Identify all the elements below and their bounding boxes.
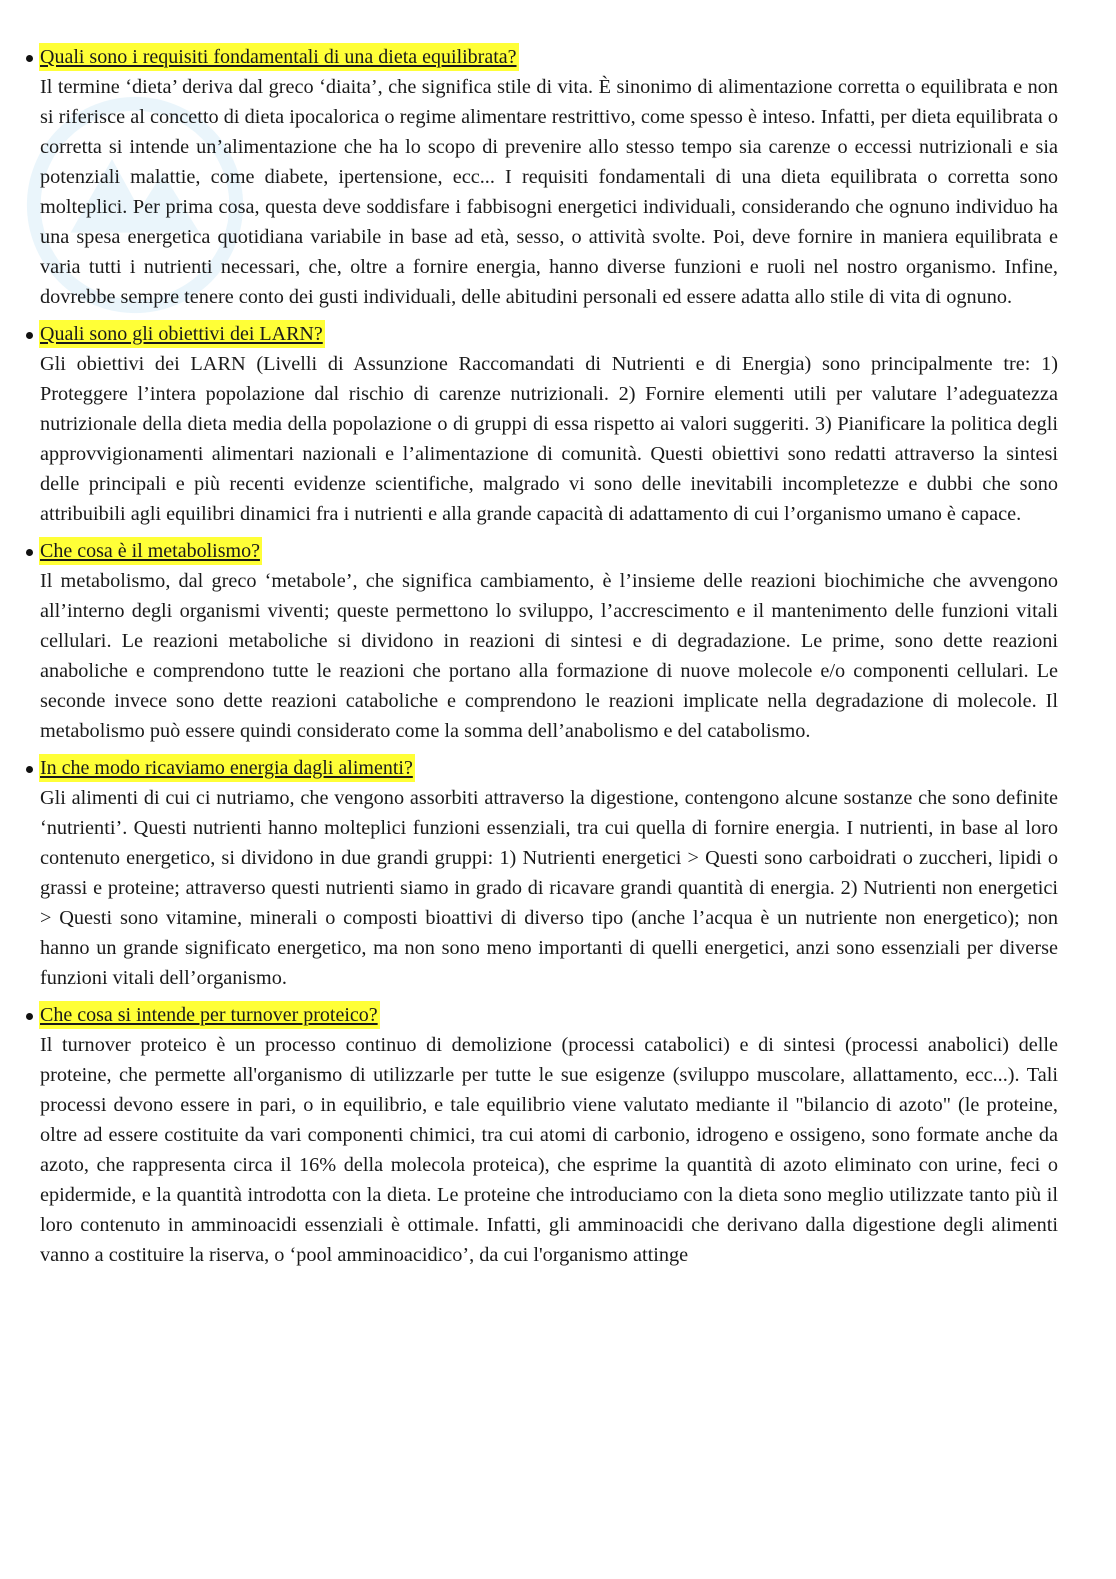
bullet-icon bbox=[26, 549, 33, 556]
qa-section bbox=[0, 1000, 1116, 1270]
answer-paragraph: Il termine ‘dieta’ deriva dal greco ‘diaita’, che significa stile di vita. È sinonimo di alimentazione corretta o equilibrata e non si riferisce al concetto di dieta ipocalorica o regime alimentare restrittivo, come spesso è inteso. Infatti, per dieta equilibrata o corretta si intende un’alimentazione che ha lo scopo di prevenire allo stesso tempo sia carenze o eccessi nutrizionali e sia potenziali malattie, come diabete, ipertensione, ecc... I requisiti fondamentali di una dieta equilibrata o corretta sono molteplici. Per prima cosa, questa deve soddisfare i fabbisogni energetici individuali, considerando che ognuno individuo ha una spesa energetica quotidiana variabile in base ad età, sesso, o attività svolte. Poi, deve fornire in maniera equilibrata e varia tutti i nutrienti necessari, che, oltre a fornire energia, hanno diverse funzioni e ruoli nel nostro organismo. Infine, dovrebbe sempre tenere conto dei gusti individuali, delle abitudini personali ed essere adatta allo stile di vita di ognuno. bbox=[40, 76, 1058, 308]
question-text: Che cosa si intende per turnover proteico? bbox=[39, 1001, 380, 1029]
bullet-icon bbox=[26, 1013, 33, 1020]
question-heading bbox=[26, 753, 1116, 783]
question-text: In che modo ricaviamo energia dagli alimenti? bbox=[39, 754, 415, 782]
document-page bbox=[0, 42, 1116, 1277]
answer-paragraph: Gli alimenti di cui ci nutriamo, che vengono assorbiti attraverso la digestione, contengono alcune sostanze che sono definite ‘nutrienti’. Questi nutrienti hanno molteplici funzioni essenziali, tra cui quella di fornire energia. I nutrienti, in base al loro contenuto energetico, si dividono in due grandi gruppi: 1) Nutrienti energetici > Questi sono carboidrati o zuccheri, lipidi o grassi e proteine; attraverso questi nutrienti siamo in grado di ricavare grandi quantità di energia. 2) Nutrienti non energetici > Questi sono vitamine, minerali o composti bioattivi di diverso tipo (anche l’acqua è un nutriente non energetico); non hanno un grande significato energetico, ma non sono meno importanti di quelli energetici, anzi sono essenziali per diverse funzioni vitali dell’organismo. bbox=[40, 787, 1058, 989]
qa-section bbox=[0, 536, 1116, 746]
qa-section bbox=[0, 42, 1116, 312]
answer-paragraph: Il turnover proteico è un processo continuo di demolizione (processi catabolici) e di sintesi (processi anabolici) delle proteine, che permette all'organismo di utilizzarle per tutte le sue esigenze (sviluppo muscolare, allattamento, ecc...). Tali processi devono essere in pari, o in equilibrio, e tale equilibrio viene valutato mediante il "bilancio di azoto" (le proteine, oltre ad essere costituite da vari componenti chimici, tra cui atomi di carbonio, idrogeno e ossigeno, sono formate anche da azoto, che rappresenta circa il 16% della molecola proteica), che esprime la quantità di azoto eliminato con urine, feci o epidermide, e la quantità introdotta con la dieta. Le proteine che introduciamo con la dieta sono meglio utilizzate tanto più il loro contenuto in amminoacidi essenziali è ottimale. Infatti, gli amminoacidi che derivano dalla digestione degli alimenti vanno a costituire la riserva, o ‘pool amminoacidico’, da cui l'organismo attinge bbox=[40, 1034, 1058, 1266]
bullet-icon bbox=[26, 332, 33, 339]
question-heading bbox=[26, 1000, 1116, 1030]
qa-section bbox=[0, 319, 1116, 529]
bullet-icon bbox=[26, 766, 33, 773]
bullet-icon bbox=[26, 55, 33, 62]
answer-paragraph: Gli obiettivi dei LARN (Livelli di Assunzione Raccomandati di Nutrienti e di Energia) sono principalmente tre: 1) Proteggere l’intera popolazione dal rischio di carenze nutrizionali. 2) Fornire elementi utili per valutare l’adeguatezza nutrizionale della dieta media della popolazione o di gruppi di essa rispetto ai valori suggeriti. 3) Pianificare la politica degli approvvigionamenti alimentari nazionali e l’alimentazione di comunità. Questi obiettivi sono redatti attraverso la sintesi delle principali e più recenti evidenze scientifiche, malgrado vi sono delle inevitabili incompletezze e dubbi che sono attribuibili agli equilibri dinamici fra i nutrienti e alla grande capacità di adattamento di cui l’organismo umano è capace. bbox=[40, 353, 1058, 525]
question-heading bbox=[26, 536, 1116, 566]
question-heading bbox=[26, 319, 1116, 349]
question-text: Quali sono i requisiti fondamentali di una dieta equilibrata? bbox=[39, 43, 519, 71]
question-text: Che cosa è il metabolismo? bbox=[39, 537, 262, 565]
qa-section bbox=[0, 753, 1116, 993]
answer-paragraph: Il metabolismo, dal greco ‘metabole’, che significa cambiamento, è l’insieme delle reazioni biochimiche che avvengono all’interno degli organismi viventi; queste permettono lo sviluppo, l’accrescimento e il mantenimento delle funzioni vitali cellulari. Le reazioni metaboliche si dividono in reazioni di sintesi e di degradazione. Le prime, sono dette reazioni anaboliche e comprendono tutte le reazioni che portano alla formazione di nuove molecole e/o componenti cellulari. Le seconde invece sono dette reazioni cataboliche e comprendono le reazioni implicate nella degradazione di molecole. Il metabolismo può essere quindi considerato come la somma dell’anabolismo e del catabolismo. bbox=[40, 570, 1058, 742]
question-heading bbox=[26, 42, 1116, 72]
question-text: Quali sono gli obiettivi dei LARN? bbox=[39, 320, 325, 348]
